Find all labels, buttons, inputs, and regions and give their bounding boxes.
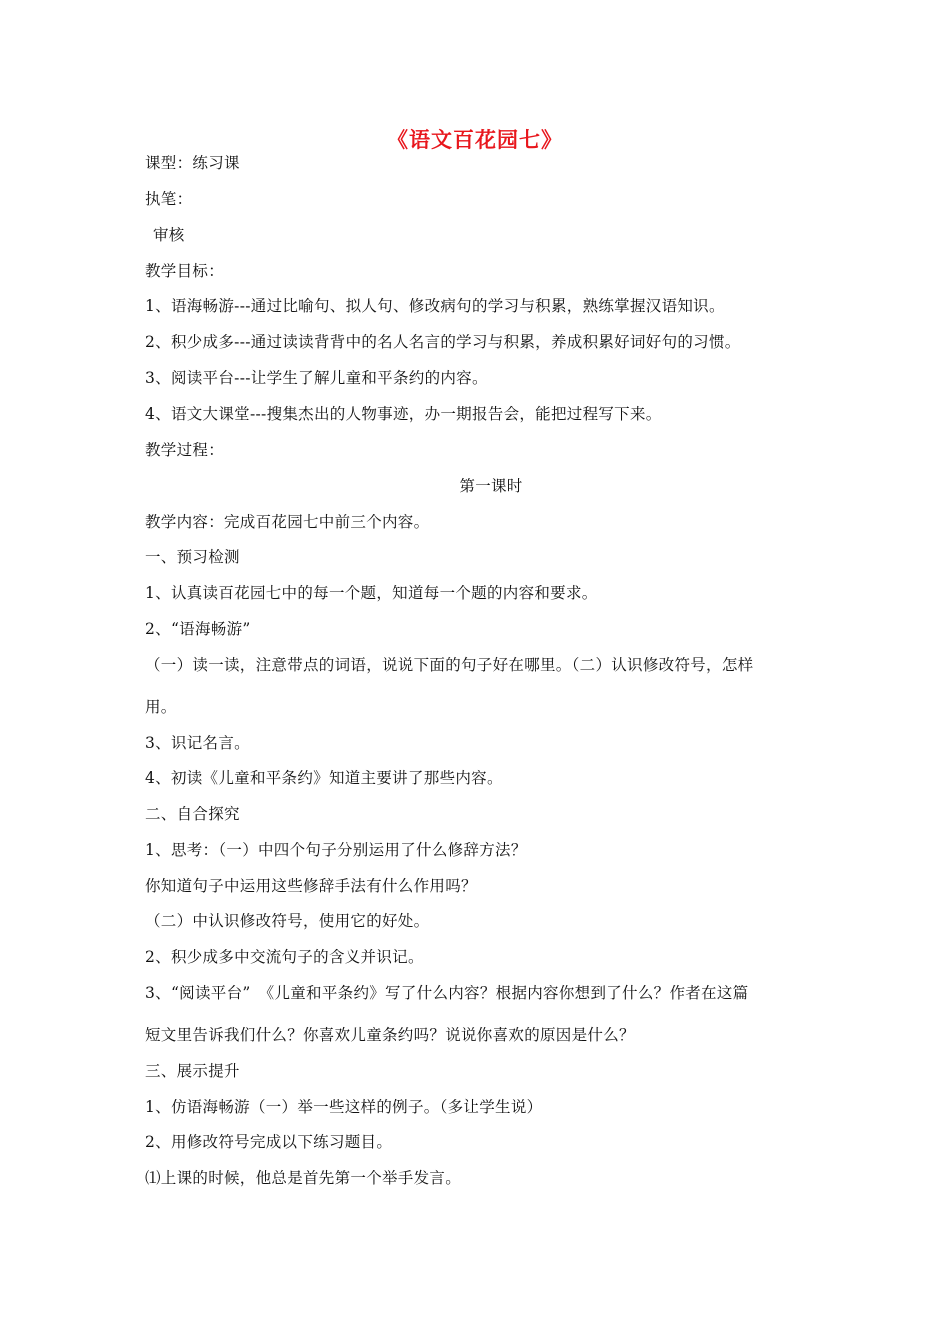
goal-item: 1、语海畅游---通过比喻句、拟人句、修改病句的学习与积累，熟练掌握汉语知识。: [145, 297, 725, 315]
reviewer-line: 审核: [153, 226, 185, 244]
section2-heading: 二、自合探究: [145, 805, 240, 823]
section1-item: 用。: [145, 698, 177, 716]
goals-heading: 教学目标：: [145, 262, 225, 280]
section3-heading: 三、展示提升: [145, 1062, 240, 1080]
goal-item: 3、阅读平台---让学生了解儿童和平条约的内容。: [145, 369, 488, 387]
section3-item: 2、用修改符号完成以下练习题目。: [145, 1133, 393, 1151]
section2-item: 短文里告诉我们什么？你喜欢儿童条约吗？说说你喜欢的原因是什么？: [145, 1026, 635, 1044]
section3-item: 1、仿语海畅游（一）举一些这样的例子。（多让学生说）: [145, 1098, 543, 1116]
lesson-type: 课型：练习课: [145, 154, 240, 172]
section1-item: 1、认真读百花园七中的每一个题，知道每一个题的内容和要求。: [145, 584, 598, 602]
goal-item: 4、语文大课堂---搜集杰出的人物事迹，办一期报告会，能把过程写下来。: [145, 405, 662, 423]
section3-item: ⑴上课的时候，他总是首先第一个举手发言。: [145, 1169, 462, 1187]
section1-item: 4、初读《儿童和平条约》知道主要讲了那些内容。: [145, 769, 503, 787]
content-line: 教学内容：完成百花园七中前三个内容。: [145, 513, 430, 531]
section1-item: 3、识记名言。: [145, 734, 250, 752]
section2-item: （二）中认识修改符号，使用它的好处。: [145, 912, 430, 930]
document-title: 《语文百花园七》: [387, 128, 563, 152]
section2-item: 2、积少成多中交流句子的含义并识记。: [145, 948, 424, 966]
section2-item: 你知道句子中运用这些修辞手法有什么作用吗？: [145, 877, 477, 895]
goal-item: 2、积少成多---通过读读背背中的名人名言的学习与积累，养成积累好词好句的习惯。: [145, 333, 741, 351]
process-heading: 教学过程：: [145, 441, 225, 459]
section1-heading: 一、预习检测: [145, 548, 240, 566]
section2-item: 1、思考：（一）中四个句子分别运用了什么修辞方法？: [145, 841, 527, 859]
section2-item: 3、“阅读平台” 《儿童和平条约》写了什么内容？根据内容你想到了什么？作者在这篇: [145, 984, 749, 1002]
session-title: 第一课时: [459, 477, 523, 495]
section1-item: （一）读一读，注意带点的词语，说说下面的句子好在哪里。（二）认识修改符号，怎样: [145, 656, 754, 674]
author-line: 执笔：: [145, 190, 193, 208]
section1-item: 2、“语海畅游”: [145, 620, 251, 638]
